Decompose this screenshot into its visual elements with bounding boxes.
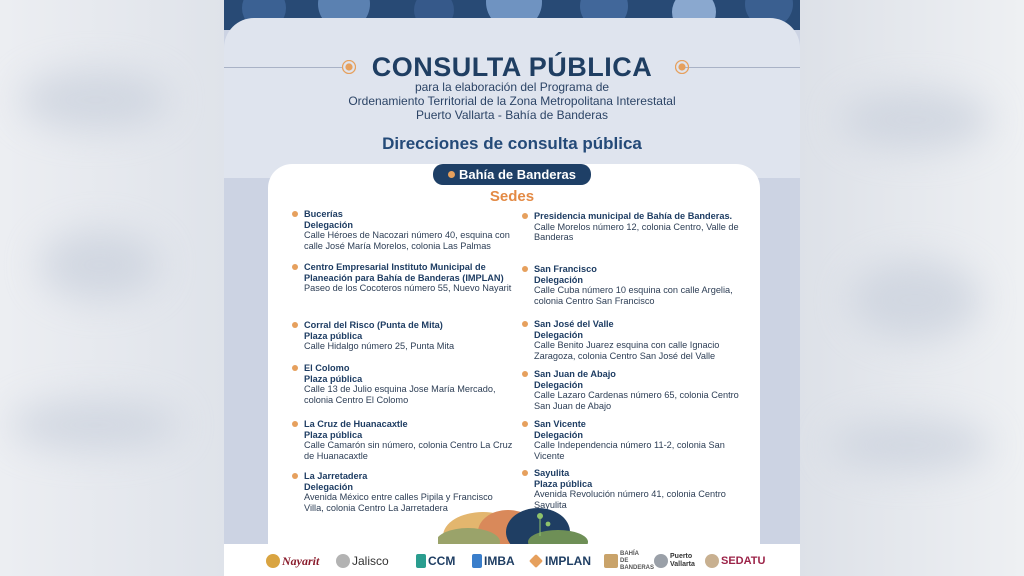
sede-name: La Cruz de Huanacaxtle <box>304 419 408 429</box>
subtitle-line: Ordenamiento Territorial de la Zona Metropolitana Interestatal <box>348 94 676 108</box>
bullet-dot <box>522 421 528 427</box>
sede-name: La Jarretadera <box>304 471 368 481</box>
sede-entry <box>304 320 514 352</box>
badge-dot <box>448 171 455 178</box>
sede-type: Delegación <box>534 379 584 390</box>
logo-jalisco <box>336 552 389 570</box>
logo-ccm <box>416 552 455 570</box>
sede-name: Centro Empresarial Instituto Municipal de Planeación para Bahía de Banderas (IMPLAN) <box>304 262 504 283</box>
section-title: Direcciones de consulta pública <box>382 134 642 153</box>
footer-logo-bar <box>224 544 800 576</box>
blurred-background-right <box>800 0 1024 576</box>
sede-address: Calle Hidalgo número 25, Punta Mita <box>304 341 455 351</box>
bullet-dot <box>292 322 298 328</box>
sede-entry <box>304 419 514 461</box>
logo-label: IMPLAN <box>545 554 591 568</box>
bahia-shield-icon <box>604 554 618 568</box>
bullet-dot <box>292 421 298 427</box>
sede-name: San Francisco <box>534 264 597 274</box>
sede-type: Plaza pública <box>304 373 363 384</box>
bullet-dot <box>522 371 528 377</box>
sede-type: Delegación <box>304 219 354 230</box>
implan-mark-icon <box>529 554 543 568</box>
sede-type: Plaza pública <box>304 330 363 341</box>
logo-label: BAHÍA DE BANDERAS <box>620 550 655 571</box>
logo-label: SEDATU <box>721 555 766 567</box>
blurred-background-left <box>0 0 224 576</box>
sede-name: Bucerías <box>304 209 343 219</box>
sede-address: Avenida México entre calles Pipila y Francisco Villa, colonia Centro La Jarretadera <box>304 492 493 513</box>
logo-label: CCM <box>428 554 456 568</box>
sede-address: Paseo de los Cocoteros número 55, Nuevo Nayarit <box>304 283 512 293</box>
sede-entry <box>534 319 744 361</box>
logo-label: Jalisco <box>352 554 389 568</box>
sede-entry <box>534 369 744 411</box>
logo-label: Nayarit <box>282 553 320 568</box>
sede-type: Plaza pública <box>534 478 593 489</box>
logo-puerto-vallarta <box>654 552 696 570</box>
vallarta-seal-icon <box>654 554 668 568</box>
sede-name: San Vicente <box>534 419 586 429</box>
sede-entry <box>304 209 514 251</box>
logo-nayarit <box>266 552 319 570</box>
imba-mark-icon <box>472 554 482 568</box>
logo-bahia-de-banderas <box>604 550 655 571</box>
subtitle-line: para la elaboración del Programa de <box>414 80 610 94</box>
title-row <box>224 50 800 84</box>
subtitle <box>224 80 800 122</box>
sede-name: Presidencia municipal de Bahía de Banderas. <box>534 211 733 221</box>
logo-sedatu <box>705 552 765 570</box>
logo-label: Puerto Vallarta <box>670 553 695 568</box>
hills-illustration <box>438 502 588 544</box>
sede-entry <box>304 363 514 405</box>
sede-address: Calle Camarón sin número, colonia Centro La Cruz de Huanacaxtle <box>304 440 513 461</box>
bullet-dot <box>292 365 298 371</box>
ccm-mark-icon <box>416 554 426 568</box>
subtitle-line: Puerto Vallarta - Bahía de Banderas <box>416 108 608 122</box>
bullet-dot <box>292 264 298 270</box>
sede-type: Plaza pública <box>304 429 363 440</box>
sede-name: San Juan de Abajo <box>534 369 616 379</box>
sede-address: Avenida Revolución número 41, colonia Centro Sayulita <box>534 489 726 510</box>
logo-imba <box>472 552 515 570</box>
sede-entry <box>534 264 744 306</box>
sede-name: Corral del Risco (Punta de Mita) <box>304 320 443 330</box>
sede-type: Delegación <box>534 429 584 440</box>
logo-implan <box>529 552 591 570</box>
municipality-badge <box>433 164 591 185</box>
sede-name: Sayulita <box>534 468 570 478</box>
bullet-dot <box>292 473 298 479</box>
sede-name: San José del Valle <box>534 319 614 329</box>
bullet-dot <box>522 266 528 272</box>
sede-entry <box>534 419 744 461</box>
sede-address: Calle Morelos número 12, colonia Centro, Valle de Banderas <box>534 221 739 242</box>
nayarit-seal-icon <box>266 554 280 568</box>
bullet-dot <box>522 321 528 327</box>
sede-entry <box>304 262 514 294</box>
bullet-dot <box>522 470 528 476</box>
sede-type: Delegación <box>304 481 354 492</box>
sedatu-seal-icon <box>705 554 719 568</box>
sede-address: Calle 13 de Julio esquina Jose María Mercado, colonia Centro El Colomo <box>304 384 496 405</box>
sede-address: Calle Cuba número 10 esquina con calle Argelia, colonia Centro San Francisco <box>534 285 733 306</box>
sede-type: Delegación <box>534 329 584 340</box>
consulta-poster <box>224 0 800 576</box>
sede-address: Calle Héroes de Nacozari número 40, esquina con calle José María Morelos, colonia Las Palmas <box>304 230 510 251</box>
sede-type: Delegación <box>534 274 584 285</box>
sede-entry <box>534 211 744 243</box>
sede-address: Calle Lazaro Cardenas número 65, colonia Centro San Juan de Abajo <box>534 390 739 411</box>
sede-address: Calle Benito Juarez esquina con calle Ignacio Zaragoza, colonia Centro San José del Valle <box>534 340 720 361</box>
sede-address: Calle Independencia número 11-2, colonia San Vicente <box>534 440 725 461</box>
bullet-dot <box>292 211 298 217</box>
logo-label: IMBA <box>484 554 515 568</box>
bullet-dot <box>522 213 528 219</box>
sede-name: El Colomo <box>304 363 350 373</box>
sedes-heading: Sedes <box>489 188 535 205</box>
badge-label: Bahía de Banderas <box>458 167 577 182</box>
main-title: CONSULTA PÚBLICA <box>371 52 653 82</box>
jalisco-seal-icon <box>336 554 350 568</box>
